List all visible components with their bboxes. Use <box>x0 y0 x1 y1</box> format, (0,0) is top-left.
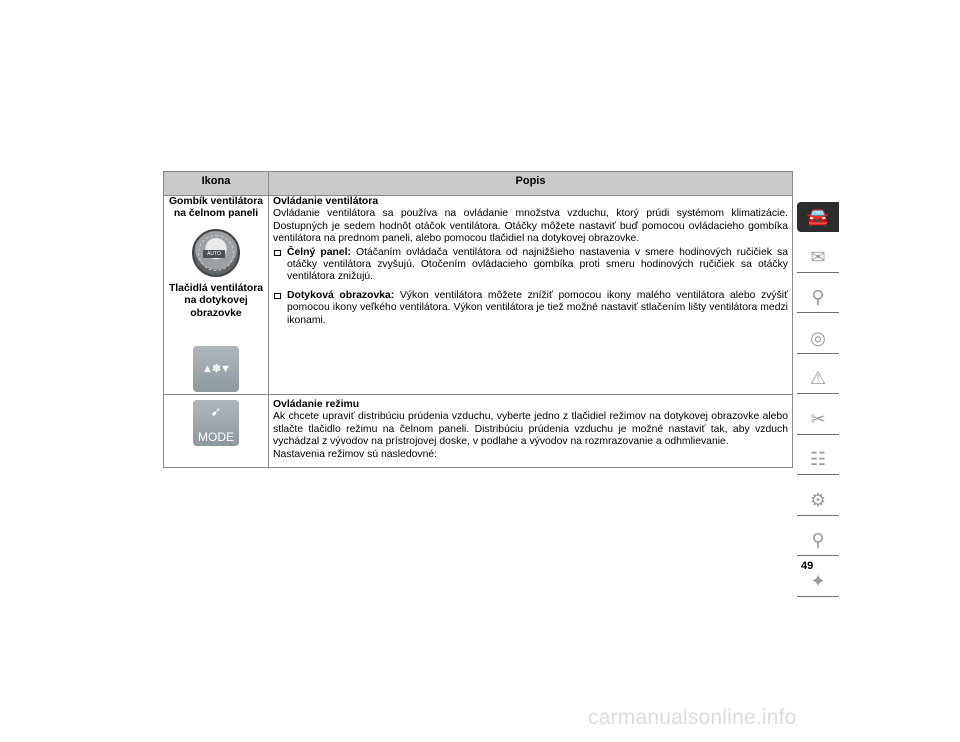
bullet-text: Otáčaním ovládača ventilátora od najnižšieho nastavenia v smere hodinových ručičiek sa otáčky ventilátora zvyšujú. Otočením ovládacieho gombíka proti smeru hodinových ručičiek sa otáčky ventilátora znižujú. <box>287 246 788 283</box>
fan-knob-label: Gombík ventilátora na čelnom paneli <box>168 196 264 220</box>
tab-search[interactable] <box>797 526 839 556</box>
bullet-label: Dotyková obrazovka: <box>287 289 395 301</box>
tab-seatbelt[interactable] <box>797 283 839 313</box>
header-description: Popis <box>269 172 793 196</box>
checkbox-bullet-icon <box>274 250 281 256</box>
fan-control-title: Ovládanie ventilátora <box>273 196 379 207</box>
multimedia-icon: ✦ <box>810 570 826 591</box>
service-schedule-icon: ☷ <box>809 449 827 469</box>
table-row <box>164 196 793 395</box>
fan-icon-cell <box>164 196 269 395</box>
bullet-front-panel <box>273 247 788 284</box>
mode-control-body: Ak chcete upraviť distribúciu prúdenia vzduchu, vyberte jedno z tlačidiel režimov na dotykovej obrazovke alebo stlačte tlačidlo režimu na čelnom paneli. Distribúciu prúdenia vzduchu je možné nastaviť tak, aby vzduch vychádzal z vývodov na prístrojovej doske, v podlahe a vývodov na rozmrazovanie a odhmlievanie. <box>273 411 788 448</box>
car-mail-icon: ✉ <box>810 246 826 267</box>
fan-description-cell <box>269 196 793 395</box>
fan-control-body: Ovládanie ventilátora sa používa na ovládanie množstva vzduchu, ktorý prúdi systémom klimatizácie. Dostupných je sedem hodnôt otáčok ventilátora. Otáčky môžete nastaviť buď pomocou ovládacieho gombíka ventilátora na prednom paneli, alebo pomocou tlačidiel na dotykovej obrazovke. <box>273 208 788 245</box>
table-header-row <box>164 172 793 196</box>
magnifier-icon: ⚲ <box>811 530 825 550</box>
fan-knob-icon <box>192 229 240 277</box>
fan-touch-buttons-label: Tlačidlá ventilátora na dotykovej obrazovke <box>168 282 264 319</box>
climate-controls-table <box>163 171 793 468</box>
car-info-icon: 🚘 <box>806 206 830 227</box>
tab-car-tools[interactable] <box>797 405 839 435</box>
seatbelt-icon: ⚲ <box>811 287 825 307</box>
tab-specs[interactable] <box>797 486 839 516</box>
mode-settings-intro: Nastavenia režimov sú nasledovné: <box>273 448 438 460</box>
chapter-tabs <box>797 202 841 607</box>
bullet-label: Čelný panel: <box>287 246 351 258</box>
warning-car-icon: ⚠ <box>809 368 827 388</box>
watermark: carmanualsonline.info <box>588 706 797 729</box>
bullet-text: Výkon ventilátora môžete znížiť pomocou ikony malého ventilátora alebo zvýšiť pomocou ikony veľkého ventilátora. Výkon ventilátora je tiež možné nastaviť stlačením lišty ventilátora medzi ikonami. <box>287 289 788 326</box>
tab-car-info[interactable] <box>797 202 839 232</box>
steering-wheel-icon: ◎ <box>810 327 826 348</box>
mode-icon-cell <box>164 395 269 468</box>
mode-label: MODE <box>198 429 234 444</box>
car-tools-icon: ✂ <box>810 408 826 429</box>
header-icon: Ikona <box>164 172 269 196</box>
bullet-touchscreen <box>273 290 788 327</box>
tab-warning-car[interactable] <box>797 364 839 394</box>
checkbox-bullet-icon <box>274 293 281 299</box>
fan-speed-icon: ▲✽▼ <box>193 346 239 392</box>
tab-service-schedule[interactable] <box>797 445 839 475</box>
mode-description-cell <box>269 395 793 468</box>
table-row <box>164 395 793 468</box>
specs-icon: ⚙ <box>809 489 827 510</box>
mode-control-title: Ovládanie režimu <box>273 399 360 411</box>
airflow-icon: ➹ <box>210 404 222 420</box>
knob-auto-label: AUTO <box>203 250 225 258</box>
tab-steering-wheel[interactable] <box>797 324 839 354</box>
tab-car-mail[interactable] <box>797 243 839 273</box>
mode-button-icon <box>193 400 239 446</box>
page-number: 49 <box>801 560 814 572</box>
